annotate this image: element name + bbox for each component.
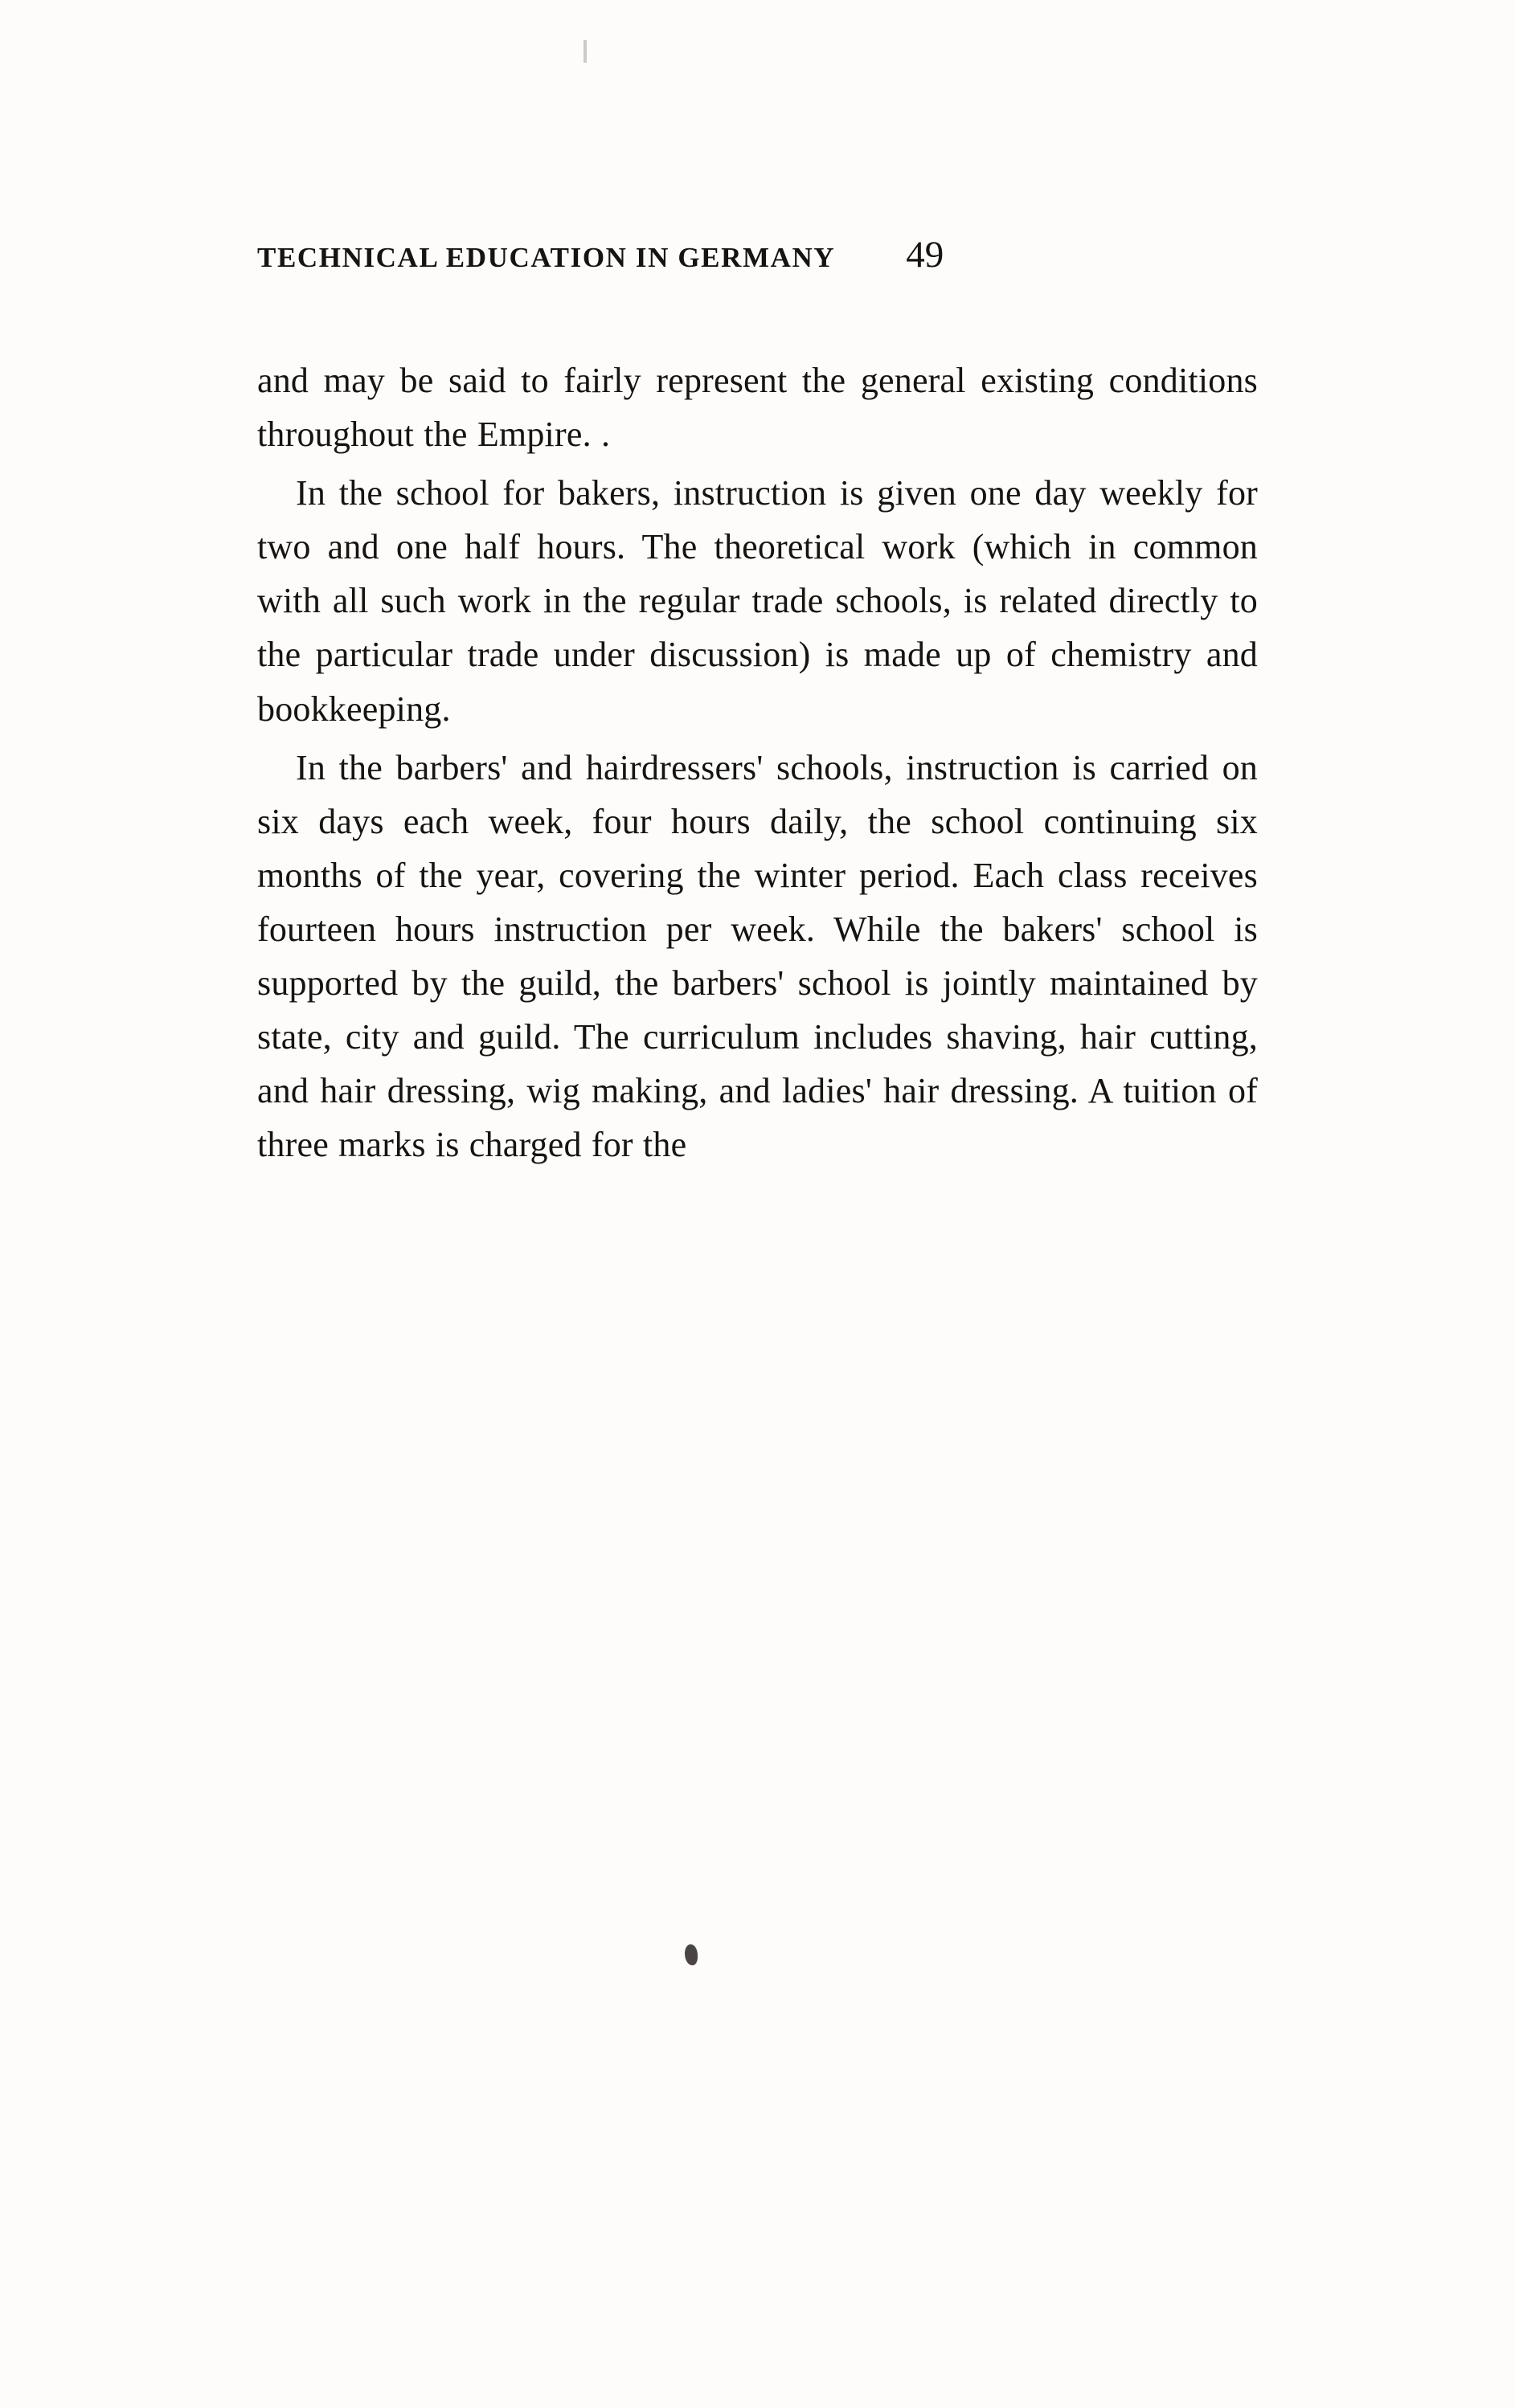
body-text [257,354,1258,1171]
page-edge-mark [583,40,587,63]
paragraph-3: In the barbers' and hairdressers' schools, instruction is carried on six days each week, four hours daily, the school continuing six months of the year, covering the winter period. Each class receives fourteen hours instruction per week. While the bakers' school is supported by the guild, the barbers' school is jointly maintained by state, city and guild. The curriculum includes shaving, hair cutting, and hair dressing, wig making, and ladies' hair dressing. A tuition of three marks is charged for the [257,747,1258,1165]
paragraph-1: and may be said to fairly represent the general existing conditions throughout the Empire. . [257,361,1258,455]
paragraph-2: In the school for bakers, instruction is given one day weekly for two and one half hours. The theoretical work (which in common with all such work in the regular trade schools, is related directly to the particular trade under discussion) is made up of chemistry and bookkeeping. [257,473,1258,729]
running-head [257,233,1258,276]
page-number: 49 [906,234,944,276]
ink-smudge [685,1944,698,1965]
running-head-title: TECHNICAL EDUCATION IN GERMANY [257,242,836,273]
page-text-block [257,233,1258,1171]
